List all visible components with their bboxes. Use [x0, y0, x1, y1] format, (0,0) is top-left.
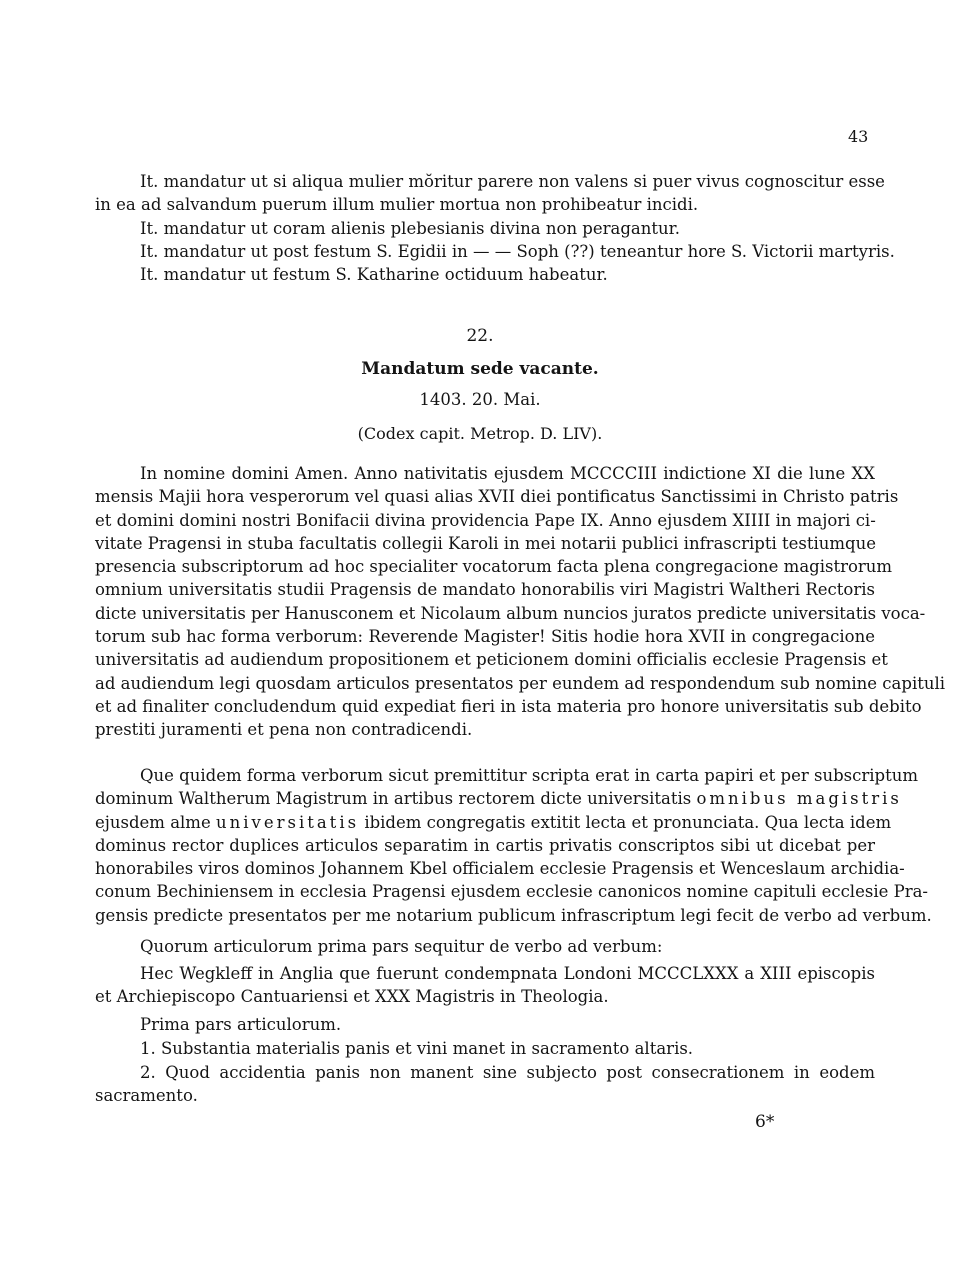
- text-line: It. mandatur ut si aliqua mulier mŏritur parere non valens si puer vivus cognoscitur esse: [140, 172, 885, 191]
- paragraph-4: [95, 962, 875, 1009]
- paragraph-3: [95, 935, 875, 958]
- spaced-text: universitatis: [215, 812, 360, 832]
- text-line: universitatis ad audiendum propositionem et peticionem domini officialis ecclesie Pragensis et: [95, 650, 888, 670]
- text-line: dominus rector duplices articulos separatim in cartis privatis conscriptos sibi ut dicebat per: [95, 835, 875, 855]
- section-date: 1403. 20. Mai.: [419, 390, 541, 409]
- page-number: 43: [848, 127, 869, 146]
- text-line: Prima pars articulorum.: [140, 1015, 342, 1034]
- text-line: It. mandatur ut festum S. Katharine octiduum habeatur.: [140, 265, 608, 285]
- text-line: 2. Quod accidentia panis non manent sine subjecto post consecrationem in eodem: [140, 1063, 875, 1082]
- text-line: et ad finaliter concludendum quid expediat fieri in ista materia pro honore universitatis sub debito: [95, 696, 922, 716]
- text-line: Que quidem forma verborum sicut premittitur scripta erat in carta papiri et per subscriptum: [140, 766, 919, 785]
- mandate-list-top: [95, 170, 895, 286]
- text-line: ad audiendum legi quosdam articulos presentatos per eundem ad respondendum sub nomine capituli: [95, 673, 946, 693]
- text-line: torum sub hac forma verborum: Reverende Magister! Sitis hodie hora XVII in congregacione: [95, 627, 875, 647]
- paragraph-1: [95, 462, 946, 742]
- text-line: It. mandatur ut coram alienis plebesianis divina non peragantur.: [140, 218, 680, 238]
- text-line: Quorum articulorum prima pars sequitur de verbo ad verbum:: [140, 937, 663, 956]
- text-line: in ea ad salvandum puerum illum mulier mortua non prohibeatur incidi.: [95, 195, 699, 215]
- text-span: ibidem congregatis extitit lecta et pronunciata. Qua lecta idem: [364, 812, 892, 832]
- section-source: (Codex capit. Metrop. D. LIV).: [357, 424, 603, 443]
- text-line: omnium universitatis studii Pragensis de mandato honorabilis viri Magistri Waltheri Rectoris: [95, 580, 875, 600]
- text-line: 1. Substantia materialis panis et vini manet in sacramento altaris.: [140, 1039, 694, 1058]
- text-line: dicte universitatis per Hanusconem et Nicolaum album nuncios juratos predicte universitatis voca-: [95, 603, 926, 623]
- article-2: [95, 1061, 875, 1108]
- text-line: et Archiepiscopo Cantuariensi et XXX Magistris in Theologia.: [95, 987, 609, 1007]
- text-span: ejusdem alme: [95, 812, 211, 832]
- signature-mark: 6*: [755, 1112, 775, 1132]
- spaced-text: omnibus magistris: [696, 789, 902, 809]
- text-line: [95, 811, 892, 834]
- section-number: 22.: [466, 326, 494, 346]
- text-line: In nomine domini Amen. Anno nativitatis ejusdem MCCCCIII indictione XI die lune XX: [140, 464, 875, 483]
- text-line: gensis predicte presentatos per me notarium publicum infrascriptum legi fecit de verbo ad verbum.: [95, 905, 932, 925]
- text-line: prestiti juramenti et pena non contradicendi.: [95, 720, 473, 740]
- text-line: honorabiles viros dominos Johannem Kbel officialem ecclesie Pragensis et Wenceslaum archidia-: [95, 859, 905, 879]
- text-line: [95, 787, 902, 810]
- text-line: Hec Wegkleff in Anglia que fuerunt condempnata Londoni MCCCLXXX a XIII episcopis: [140, 964, 875, 983]
- text-line: It. mandatur ut post festum S. Egidii in — — Soph (??) teneantur hore S. Victorii martyris.: [140, 241, 895, 261]
- article-1: [95, 1037, 875, 1060]
- text-line: presencia subscriptorum ad hoc specialiter vocatorum facta plena congregacione magistrorum: [95, 557, 893, 577]
- text-line: sacramento.: [95, 1086, 198, 1106]
- section-title: Mandatum sede vacante.: [361, 359, 599, 379]
- text-line: conum Bechiniensem in ecclesia Pragensi ejusdem ecclesie canonicos nomine capituli ecclesie Pra-: [95, 882, 929, 902]
- articles-heading: [95, 1013, 875, 1036]
- text-line: et domini domini nostri Bonifacii divina providencia Pape IX. Anno ejusdem XIIII in majori ci-: [95, 510, 876, 530]
- text-line: vitate Pragensi in stuba facultatis collegii Karoli in mei notarii publici infrascripti testiumque: [95, 533, 876, 553]
- text-span: dominum Waltherum Magistrum in artibus rectorem dicte universitatis: [95, 789, 692, 809]
- paragraph-2: [95, 764, 932, 927]
- text-line: mensis Majii hora vesperorum vel quasi alias XVII diei pontificatus Sanctissimi in Christo patris: [95, 487, 899, 507]
